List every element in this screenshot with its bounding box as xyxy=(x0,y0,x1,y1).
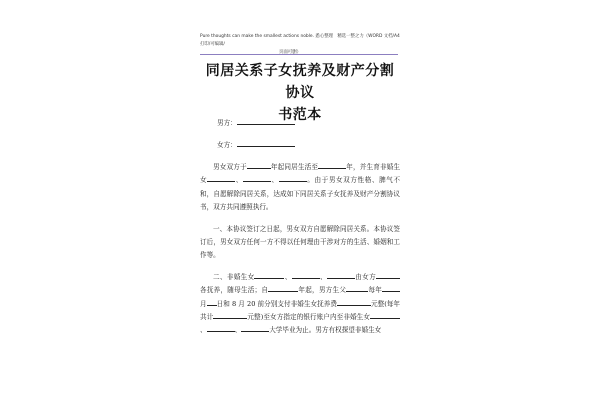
para1-text-6: 。由于男女双方性格、脾气不和，自愿解除同居关系，达成如下同居关系子女抚养及财产分割协议书，双方共同遵照执行。 xyxy=(200,176,401,212)
header-note-line2: 页面可删） xyxy=(279,50,301,55)
female-label: 女方： xyxy=(217,141,237,149)
blank xyxy=(213,312,247,319)
para3-text-10: 元整(每年共计 xyxy=(200,299,401,322)
blank xyxy=(207,299,217,306)
header-divider xyxy=(200,54,398,55)
female-name-blank xyxy=(237,140,295,147)
para3-text-6: 年起，男方生父 xyxy=(298,286,347,295)
para3-text-14: 大学毕业为止。男方有权探望非婚生女 xyxy=(269,326,382,335)
para3-text-9: 日和 8 月 20 前分别支付非婚生女抚养费 xyxy=(216,299,337,308)
para1-text-3: 年，并生育非婚生女 xyxy=(200,163,401,185)
title-line-1: 同居关系子女抚养及财产分割协议 xyxy=(205,63,395,101)
para1-text-1: 男女双方于 xyxy=(213,163,247,171)
paragraph-clause-2 xyxy=(200,271,400,338)
blank xyxy=(268,285,298,292)
para3-text-8: 月 xyxy=(200,299,207,308)
blank xyxy=(241,325,269,332)
blank xyxy=(254,272,284,279)
header-note-line1: Pure thoughts can make the smallest actions noble. 悉心整理 精选一整之力（WORD 文档/A4 打印/可编辑/ xyxy=(200,34,400,47)
para1-text-2: 年起同居生活至 xyxy=(270,163,319,171)
para1-text-4: 、 xyxy=(235,176,243,185)
para3-text-1: 二、非婚生女 xyxy=(213,272,255,281)
female-party-field xyxy=(217,140,400,151)
blank xyxy=(376,272,400,279)
male-party-field xyxy=(217,118,400,129)
para1-text-5: 、 xyxy=(270,176,279,185)
para3-text-11: 元整)至女方指定的银行账户内至非婚生女 xyxy=(247,313,370,322)
para3-text-13: 、 xyxy=(234,326,242,335)
para3-text-3: 、 xyxy=(319,272,327,281)
blank xyxy=(207,175,235,182)
para3-text-2: 、 xyxy=(284,272,292,281)
male-name-blank xyxy=(237,118,295,125)
para3-text-4: 由女方 xyxy=(354,272,377,281)
document-title xyxy=(200,60,400,126)
para3-text-12: 、 xyxy=(200,326,207,335)
blank xyxy=(243,175,271,182)
document-body xyxy=(200,118,400,346)
title-line-2: 书范本 xyxy=(278,107,322,123)
blank xyxy=(279,175,307,182)
blank xyxy=(318,162,346,169)
blank xyxy=(346,285,368,292)
paragraph-cohabitation xyxy=(200,161,400,215)
blank xyxy=(207,325,235,332)
blank xyxy=(327,272,355,279)
para3-text-5: 各抚养，随母生活；自 xyxy=(200,286,269,295)
blank xyxy=(337,299,371,306)
blank xyxy=(382,285,400,292)
blank xyxy=(292,272,320,279)
blank xyxy=(247,162,271,169)
para3-text-7: 每年 xyxy=(368,286,383,295)
paragraph-clause-1: 一、本协议签订之日起，男女双方自愿解除同居关系。本协议签订后，男女双方任何一方不得以任何理由干涉对方的生活、婚姻和工作等。 xyxy=(200,224,400,260)
male-label: 男方： xyxy=(217,119,237,127)
blank xyxy=(370,312,400,319)
